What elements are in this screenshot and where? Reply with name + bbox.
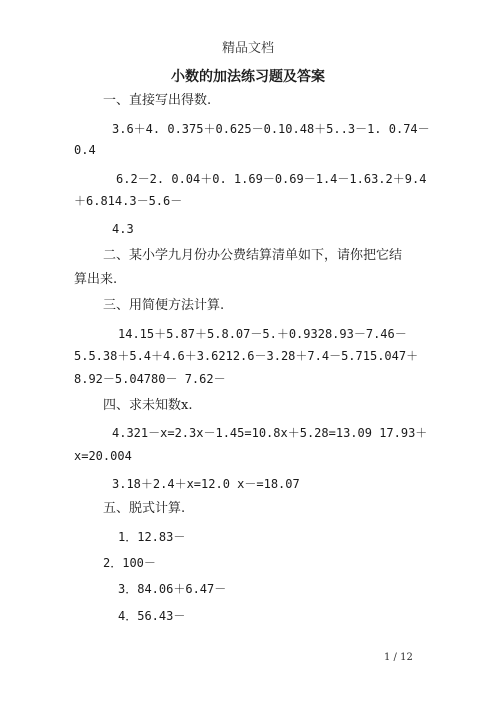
section-2-line-2: 算出来. bbox=[74, 272, 118, 287]
document-title: 小数的加法练习题及答案 bbox=[171, 69, 325, 85]
section-4-line-1: 4.321－x=2.3x－1.45=10.8x＋5.28=13.09 17.93＋ bbox=[112, 426, 428, 440]
section-5-item-1: 1．12.83－ bbox=[118, 530, 186, 544]
section-3-line-2: 5.5.38＋5.4＋4.6＋3.6212.6－3.28＋7.4－5.715.047＋ bbox=[74, 349, 419, 363]
section-4-line-3: 3.18＋2.4＋x=12.0 x－=18.07 bbox=[112, 477, 300, 491]
section-4-line-2: x=20.004 bbox=[74, 449, 132, 463]
section-1-line-3: 6.2－2. 0.04＋0. 1.69－0.69－1.4－1.63.2＋9.4 bbox=[116, 172, 427, 186]
section-3-line-1: 14.15＋5.87＋5.8.07－5.＋0.9328.93－7.46－ bbox=[118, 327, 407, 341]
section-1-line-1: 3.6＋4. 0.375＋0.625－0.10.48＋5..3－1. 0.74－ bbox=[112, 122, 430, 136]
section-5-heading: 五、脱式计算. bbox=[103, 501, 186, 516]
section-3-heading: 三、用简便方法计算. bbox=[103, 298, 225, 313]
section-5-item-3: 3．84.06＋6.47－ bbox=[118, 582, 227, 596]
page-indicator: 1 / 12 bbox=[384, 652, 413, 663]
section-5-item-4: 4．56.43－ bbox=[118, 609, 186, 623]
section-1-heading: 一、直接写出得数. bbox=[103, 93, 212, 108]
section-5-item-2: 2．100－ bbox=[103, 556, 156, 570]
section-2-heading: 二、某小学九月份办公费结算清单如下，请你把它结 bbox=[103, 248, 403, 263]
page-header: 精品文档 bbox=[221, 41, 274, 56]
section-3-line-3: 8.92－5.04780－ 7.62－ bbox=[74, 372, 226, 386]
section-1-line-2: 0.4 bbox=[74, 143, 96, 157]
section-1-line-5: 4.3 bbox=[112, 222, 134, 236]
section-4-heading: 四、求未知数x. bbox=[103, 398, 193, 413]
section-1-line-4: ＋6.814.3－5.6－ bbox=[74, 194, 183, 208]
